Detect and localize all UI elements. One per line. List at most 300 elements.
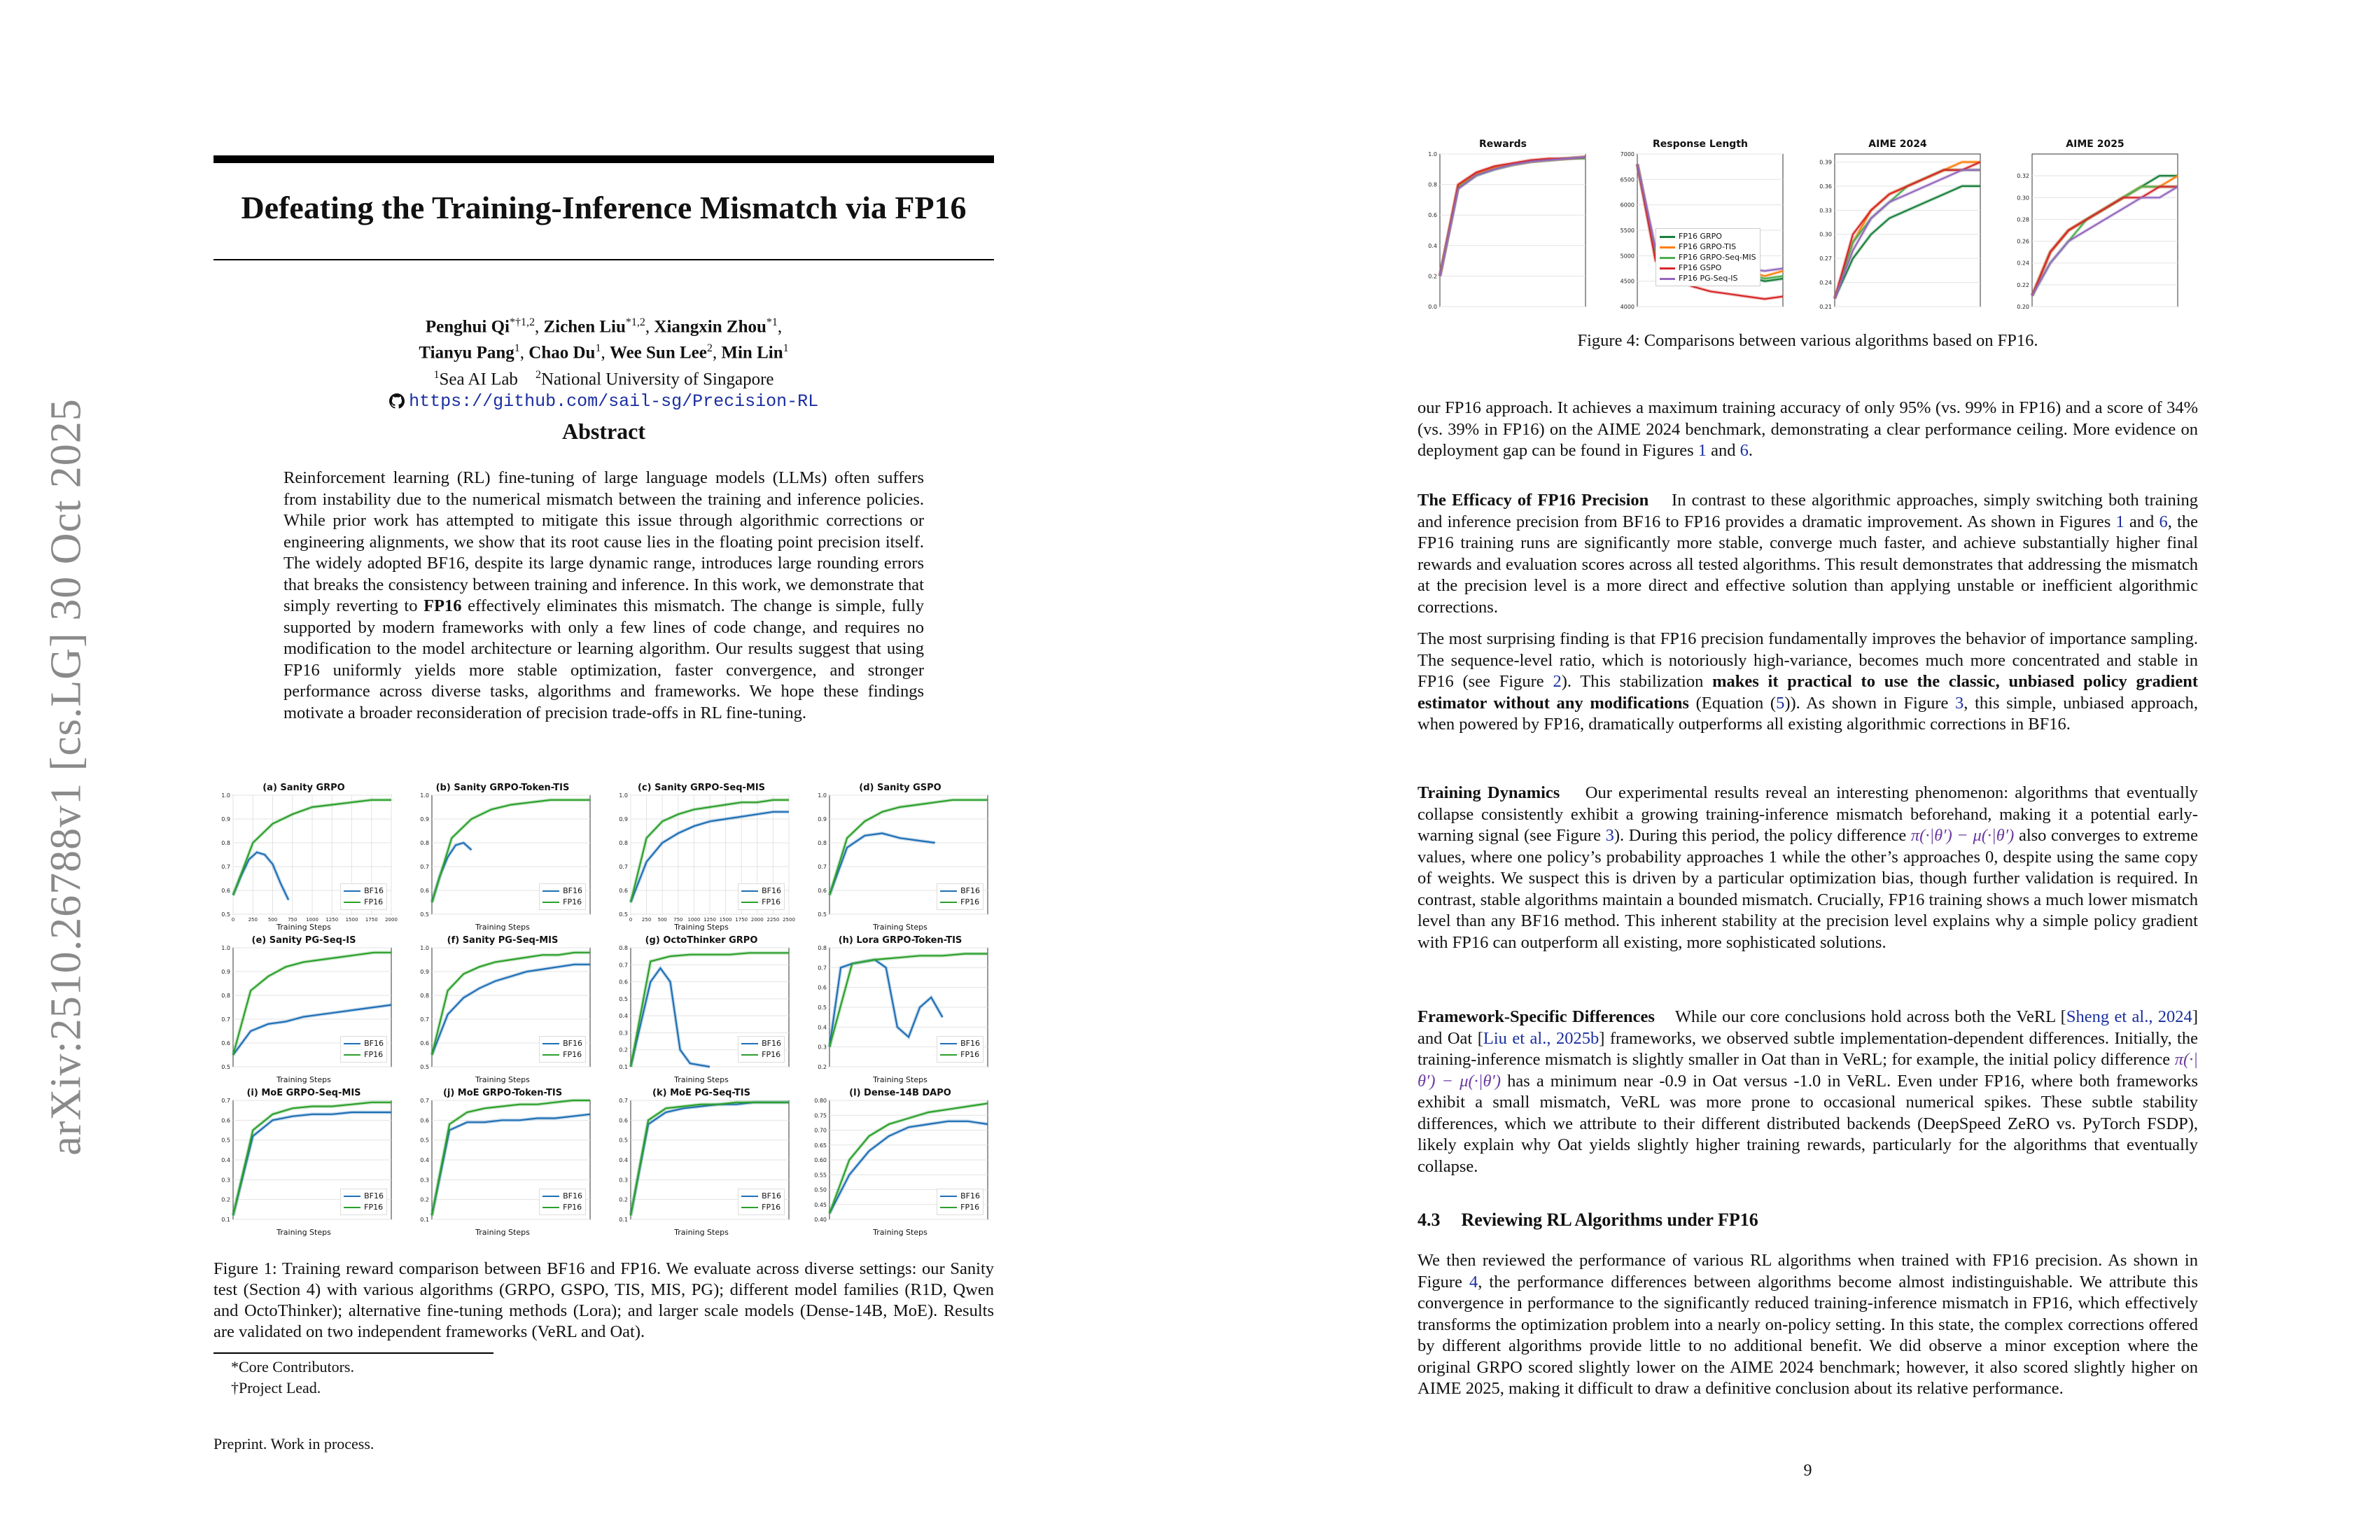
y-tick-label: 0.75 — [814, 1112, 827, 1119]
y-tick-label: 0.5 — [619, 911, 628, 918]
figure-1-panel — [412, 935, 593, 1084]
y-tick-label: 0.8 — [818, 945, 827, 951]
figure-1-panel — [611, 1088, 792, 1237]
y-tick-label: 0.9 — [420, 816, 429, 822]
y-tick-label: 0.6 — [221, 888, 230, 894]
legend-swatch — [1660, 278, 1675, 280]
panel-title: Response Length — [1653, 139, 1748, 150]
figure-4 — [1418, 139, 2198, 314]
title-rule-top — [214, 155, 994, 163]
y-tick-label: 0.7 — [619, 864, 628, 870]
y-tick-label: 0.7 — [619, 962, 628, 969]
panel-xlabel: Training Steps — [873, 1075, 927, 1084]
legend-label: BF16 — [563, 1039, 582, 1048]
legend-entry — [940, 886, 980, 897]
section-title: Reviewing RL Algorithms under FP16 — [1461, 1210, 1758, 1230]
x-tick-label: 2500 — [783, 917, 795, 923]
legend-entry — [344, 1202, 384, 1213]
y-tick-label: 0.3 — [619, 1030, 628, 1037]
text-run: (Equation ( — [1695, 693, 1777, 713]
y-tick-label: 5000 — [1620, 253, 1634, 260]
legend-entry — [940, 1191, 980, 1202]
chart-svg — [2010, 139, 2180, 314]
panel-legend — [738, 1189, 785, 1215]
para-surprising — [1418, 629, 2198, 736]
y-tick-label: 0.20 — [2017, 304, 2029, 310]
y-tick-label: 0.5 — [420, 911, 429, 918]
arxiv-id: arXiv:2510.26788v1 [cs.LG] 30 Oct 2025 — [42, 398, 90, 1156]
legend-entry — [741, 897, 781, 908]
y-tick-label: 0.8 — [221, 840, 230, 846]
panel-title: Rewards — [1479, 139, 1527, 150]
abstract-heading: Abstract — [561, 419, 646, 444]
y-tick-label: 0.6 — [818, 984, 827, 991]
text-run: , the performance differences between algorithms become almost indistinguishable. We attribute this convergence in performance to the significantly reduced training-inference mismatch in FP16, which effectively transforms the optimization problem into a nearly on-policy setting. In this state, the complex corrections offered by different algorithms provide little to no additional benefit. We did observe a minor exception where the original GRPO scored slightly lower on the AIME 2024 benchmark; however, it also scored slightly higher on AIME 2025, making it difficult to draw a definitive conclusion about its relative performance. — [1418, 1272, 2199, 1398]
y-tick-label: 0.55 — [814, 1172, 827, 1179]
y-tick-label: 0.6 — [619, 1117, 628, 1124]
legend-label: FP16 — [364, 1203, 384, 1212]
panel-title: (a) Sanity GRPO — [262, 783, 345, 793]
y-tick-label: 0.2 — [818, 1064, 827, 1070]
footnote-rule — [214, 1352, 493, 1354]
preprint-note: Preprint. Work in process. — [214, 1435, 374, 1452]
text-run: , the FP16 training runs are significantly more stable, converge much faster, and achieve substantially higher final rewards and evaluation scores across all tested algorithms. This result demonstrates that addressing the mismatch at the precision level is a more direct and effective solution than applying unstable or inefficient algorithmic corrections. — [1418, 512, 2199, 617]
author-sup: 1 — [783, 342, 789, 355]
x-tick-label: 2250 — [766, 917, 780, 923]
figure-1-panel — [412, 783, 593, 932]
legend-label: FP16 — [762, 897, 781, 906]
x-tick-label: 0 — [231, 917, 235, 923]
y-tick-label: 5500 — [1620, 227, 1634, 234]
y-tick-label: 0.2 — [619, 1196, 628, 1203]
y-tick-label: 1.0 — [619, 792, 628, 799]
y-tick-label: 0.3 — [619, 1177, 628, 1184]
github-line — [214, 390, 994, 412]
legend-entry — [741, 1038, 781, 1049]
figure-ref-link[interactable]: 3 — [1955, 693, 1964, 713]
legend-swatch — [344, 1043, 360, 1044]
x-tick-label: 1750 — [365, 917, 378, 923]
y-tick-label: 0.32 — [2017, 173, 2029, 180]
text-run: and — [1711, 441, 1736, 460]
y-tick-label: 0.7 — [619, 1098, 628, 1104]
y-tick-label: 0.6 — [221, 1040, 230, 1046]
panel-xlabel: Training Steps — [674, 1075, 729, 1084]
figure-4-panel — [2010, 139, 2180, 314]
y-tick-label: 0.80 — [814, 1098, 827, 1104]
y-tick-label: 1.0 — [1428, 151, 1437, 158]
figure-ref-link[interactable]: 3 — [1605, 826, 1614, 845]
figure-1-caption: Figure 1: Training reward comparison between BF16 and FP16. We evaluate across diverse settings: our Sanity test (Section 4) with various algorithms (GRPO, GSPO, TIS, MIS, PG); different model families (R1D, Qwen and OctoThinker); alternative fine-tuning methods (Lora); and larger scale models (Dense-14B, MoE). Results are validated on two independent frameworks (VeRL and Oat). — [214, 1259, 994, 1341]
author-sup: *1 — [766, 316, 778, 328]
x-tick-label: 250 — [641, 917, 652, 923]
panel-xlabel: Training Steps — [873, 923, 927, 932]
panel-title: (j) MoE GRPO-Token-TIS — [442, 1088, 563, 1098]
legend-swatch — [542, 1054, 559, 1056]
figure-ref-link[interactable]: 2 — [1553, 672, 1562, 691]
y-tick-label: 0.7 — [221, 864, 230, 870]
abstract-body — [284, 468, 924, 724]
x-tick-label: 2000 — [750, 917, 764, 923]
text-run: ). This stabilization — [1561, 672, 1704, 691]
y-tick-label: 0.2 — [420, 1196, 429, 1203]
affil-sup: 1 — [433, 368, 440, 381]
legend-entry — [344, 1038, 384, 1049]
y-tick-label: 1.0 — [420, 792, 429, 799]
text-run: While our core conclusions hold across both the VeRL [ — [1674, 1007, 2066, 1026]
author-sup: 1 — [514, 342, 520, 355]
legend-label: FP16 — [762, 1050, 781, 1059]
run-in-heading: Framework-Specific Differences — [1418, 1007, 1655, 1026]
para-deployment-gap: our FP16 approach. It achieves a maximum training accuracy of only 95% (vs. 99% in FP16) and a score of 34% (vs. 39% in FP16) on the AIME 2024 benchmark, demonstrating a clear performance ceiling. More evidence on deployment gap can be found in Figures 1 and 6. — [1418, 398, 2198, 460]
y-tick-label: 0.5 — [221, 1064, 230, 1070]
y-tick-label: 0.3 — [221, 1177, 230, 1184]
y-tick-label: 0.6 — [221, 1117, 230, 1124]
panel-xlabel: Training Steps — [475, 1075, 530, 1084]
panel-title: (d) Sanity GSPO — [859, 783, 941, 793]
affiliation-2: National University of Singapore — [540, 369, 774, 388]
legend-label: FP16 — [364, 1050, 384, 1059]
panel-legend — [539, 1189, 586, 1215]
author-sup: 2 — [706, 342, 713, 355]
chart-svg — [1812, 139, 1983, 314]
legend-entry — [741, 1191, 781, 1202]
legend-label: BF16 — [960, 886, 980, 895]
panel-title: AIME 2024 — [1868, 139, 1927, 150]
y-tick-label: 0.3 — [420, 1177, 429, 1184]
plot-frame — [1440, 154, 1586, 307]
y-tick-label: 0.40 — [814, 1217, 827, 1223]
legend-swatch — [1660, 257, 1675, 259]
author-sup: *†1,2 — [510, 316, 535, 328]
footnote-core: *Core Contributors. — [231, 1358, 354, 1376]
text-run: ] frameworks, we observed subtle implementation-dependent differences. Initially, the training-inference mismatch is slightly smaller in Oat than in VeRL; for example, the initial policy difference — [1418, 1028, 2198, 1069]
github-icon — [389, 391, 409, 410]
author-name: Wee Sun Lee — [609, 343, 707, 363]
panel-legend — [340, 1189, 387, 1215]
author-sup: 1 — [595, 342, 601, 355]
panel-title: AIME 2025 — [2066, 139, 2124, 150]
legend-entry — [542, 886, 582, 897]
abstract-bold: FP16 — [424, 596, 462, 615]
y-tick-label: 4500 — [1620, 278, 1634, 285]
author-name: Penghui Qi — [425, 317, 510, 337]
figure-ref-link[interactable]: 1 — [1698, 441, 1707, 460]
legend-label: BF16 — [762, 886, 781, 895]
text-run: our FP16 approach. It achieves a maximum training accuracy of only 95% (vs. 99% in FP16) and a score of 34% (vs. 39% in FP16) on the AIME 2024 benchmark, demonstrating a clear performance ceiling. More evidence on deployment gap can be found in Figures — [1418, 398, 2198, 460]
y-tick-label: 0.21 — [1819, 304, 1832, 310]
panel-title: (b) Sanity GRPO-Token-TIS — [435, 783, 570, 793]
author-name: Tianyu Pang — [419, 343, 514, 363]
legend-entry — [1660, 252, 1756, 262]
text-run: Our experimental results reveal an interesting phenomenon: algorithms that eventually collapse consistently exhibit a growing training-inference mismatch beforehand, making it a potential early-warning signal (see Figure — [1418, 783, 2199, 845]
legend-swatch — [1660, 236, 1675, 238]
y-tick-label: 1.0 — [221, 792, 230, 799]
panel-title: (k) MoE PG-Seq-TIS — [652, 1088, 750, 1098]
y-tick-label: 0.7 — [818, 965, 827, 972]
y-tick-label: 0.6 — [619, 979, 628, 986]
arxiv-stamp — [28, 398, 105, 1156]
y-tick-label: 0.6 — [1428, 212, 1437, 219]
legend-entry — [940, 897, 980, 908]
y-tick-label: 7000 — [1620, 151, 1634, 158]
y-tick-label: 0.50 — [814, 1186, 827, 1194]
chart-svg — [1418, 139, 1588, 314]
figure-ref-link[interactable]: 6 — [1740, 441, 1749, 460]
math-policy-difference: π(·|θ′) − μ(·|θ′) — [1910, 826, 2015, 845]
panel-title: (c) Sanity GRPO-Seq-MIS — [637, 783, 766, 793]
legend-entry — [542, 1049, 582, 1060]
legend-label: FP16 — [960, 1050, 980, 1059]
figure-ref-link[interactable]: 6 — [2159, 512, 2168, 531]
legend-swatch — [940, 1054, 957, 1056]
legend-label: BF16 — [762, 1191, 781, 1200]
y-tick-label: 0.1 — [619, 1064, 628, 1070]
legend-entry — [542, 1202, 582, 1213]
legend-entry — [940, 1038, 980, 1049]
text-run: also converges to extreme values, where one policy’s probability approaches 1 while the other’s approaches 0, despite using the same copy of weights. We suspect this is driven by a particular optimization bias, though further validation is required. In contrast, stable algorithms maintain a bounded mismatch. Crucially, FP16 training shows a much lower mismatch level than any BF16 method. This inherent stability at the precision level explains why a simple policy gradient with FP16 can outperform all existing, more sophisticated solutions. — [1418, 826, 2199, 952]
legend-label: FP16 — [364, 897, 384, 906]
y-tick-label: 0.7 — [420, 1098, 429, 1104]
panel-xlabel: Training Steps — [674, 1228, 729, 1237]
affiliations — [214, 364, 994, 390]
legend-swatch — [344, 902, 360, 903]
x-tick-label: 1500 — [345, 917, 358, 923]
y-tick-label: 6500 — [1620, 176, 1634, 183]
y-tick-label: 0.1 — [420, 1217, 429, 1223]
legend-entry — [940, 1202, 980, 1213]
legend-swatch — [940, 1196, 957, 1197]
y-tick-label: 0.9 — [221, 969, 230, 975]
panel-legend — [937, 1189, 983, 1215]
x-tick-label: 1750 — [735, 917, 748, 923]
legend-entry — [1660, 231, 1756, 241]
x-tick-label: 1000 — [306, 917, 318, 923]
legend-swatch — [1660, 246, 1675, 248]
equation-ref-link[interactable]: 5 — [1776, 693, 1785, 713]
text-run: In contrast to these algorithmic approaches, simply switching both training and inference precision from BF16 to FP16 provides a dramatic improvement. As shown in Figures — [1418, 491, 2199, 531]
author-line-2: Tianyu Pang$^1$, Chao Du$^1$, Wee Sun Lee$^2$, Min Lin$^1$ — [419, 342, 789, 363]
y-tick-label: 0.24 — [1819, 279, 1832, 286]
legend-label: FP16 — [563, 1203, 582, 1212]
panel-legend — [340, 1036, 387, 1063]
figure-1-panel — [214, 1088, 394, 1237]
legend-swatch — [741, 1196, 758, 1197]
y-tick-label: 0.30 — [1819, 231, 1832, 238]
legend-swatch — [542, 902, 559, 903]
panel-xlabel: Training Steps — [475, 923, 530, 932]
legend-swatch — [741, 890, 758, 892]
y-tick-label: 0.4 — [619, 1013, 628, 1020]
y-tick-label: 0.70 — [814, 1127, 827, 1134]
x-tick-label: 750 — [288, 917, 298, 923]
panel-xlabel: Training Steps — [276, 923, 331, 932]
y-tick-label: 0.8 — [221, 993, 230, 999]
legend-swatch — [940, 890, 957, 892]
figure-1-panel — [611, 935, 792, 1084]
x-tick-label: 250 — [248, 917, 258, 923]
author-name: Min Lin — [721, 343, 783, 363]
y-tick-label: 0.6 — [818, 888, 827, 894]
x-tick-label: 500 — [657, 917, 667, 923]
y-tick-label: 0.4 — [1428, 242, 1437, 249]
figure-1-panel — [214, 783, 398, 932]
x-tick-label: 1250 — [704, 917, 716, 923]
y-tick-label: 0.4 — [619, 1157, 628, 1163]
legend-entry — [1660, 262, 1756, 273]
panel-legend — [738, 883, 785, 910]
y-tick-label: 0.1 — [619, 1217, 628, 1223]
panel-legend — [340, 883, 387, 910]
author-name: Chao Du — [528, 343, 596, 363]
legend-label: FP16 — [563, 897, 582, 906]
title-rule-bottom — [214, 259, 994, 260]
figure-4-legend — [1656, 228, 1760, 286]
y-tick-label: 0.5 — [818, 911, 827, 918]
author-name: Xiangxin Zhou — [654, 317, 766, 337]
figure-1-panel — [810, 783, 990, 932]
y-tick-label: 0.36 — [1819, 183, 1832, 190]
y-tick-label: 0.7 — [420, 1016, 429, 1023]
affiliation-1: Sea AI Lab — [439, 369, 518, 388]
para-review — [1418, 1250, 2198, 1400]
y-tick-label: 1.0 — [818, 792, 827, 799]
figure-ref-link[interactable]: 4 — [1469, 1272, 1478, 1292]
legend-swatch — [940, 1207, 957, 1208]
figure-4-panel — [1418, 139, 1588, 314]
panel-xlabel: Training Steps — [276, 1075, 331, 1084]
y-tick-label: 0.33 — [1819, 207, 1832, 214]
x-tick-label: 1000 — [687, 917, 701, 923]
y-tick-label: 0.8 — [818, 840, 827, 846]
y-tick-label: 0.39 — [1819, 159, 1832, 166]
legend-entry — [1660, 273, 1756, 284]
panel-legend — [937, 883, 983, 910]
affil-sup: 2 — [535, 368, 541, 381]
figure-4-caption: Figure 4: Comparisons between various algorithms based on FP16. — [1577, 331, 2038, 350]
y-tick-label: 0.22 — [2017, 281, 2029, 288]
y-tick-label: 0.60 — [814, 1157, 827, 1163]
y-tick-label: 0.5 — [420, 1137, 429, 1144]
y-tick-label: 1.0 — [420, 945, 429, 951]
text-run: ). During this period, the policy difference — [1614, 826, 1907, 845]
legend-entry — [542, 897, 582, 908]
panel-title: (i) MoE GRPO-Seq-MIS — [246, 1088, 361, 1098]
run-in-heading: Training Dynamics — [1418, 783, 1560, 802]
legend-entry — [741, 1049, 781, 1060]
y-tick-label: 0.0 — [1428, 304, 1437, 310]
panel-title: (e) Sanity PG-Seq-IS — [251, 935, 356, 946]
figure-1-panel — [810, 935, 990, 1084]
y-tick-label: 0.9 — [221, 816, 230, 822]
y-tick-label: 0.24 — [2017, 260, 2029, 267]
section-number: 4.3 — [1418, 1210, 1441, 1230]
legend-label: FP16 PG-Seq-IS — [1679, 274, 1738, 283]
panel-title: (l) Dense-14B DAPO — [849, 1088, 951, 1098]
y-tick-label: 0.6 — [420, 1117, 429, 1124]
figure-1-panel — [611, 783, 795, 932]
page-number: 9 — [1803, 1462, 1812, 1480]
figure-ref-link[interactable]: 1 — [2115, 512, 2124, 531]
abstract-text: Reinforcement learning (RL) fine-tuning of large language models (LLMs) often suffers from instability due to the numerical mismatch between the training and inference policies. While prior work has attempted to mitigate this issue through algorithmic corrections or engineering alignments, we show that its root cause lies in the floating point precision itself. The widely adopted BF16, despite its large dynamic range, introduces large rounding errors that breaks the consistency between training and inference. In this work, we demonstrate that simply reverting to — [284, 468, 924, 615]
legend-entry — [344, 1191, 384, 1202]
legend-entry — [542, 1038, 582, 1049]
y-tick-label: 0.6 — [420, 1040, 429, 1046]
legend-label: BF16 — [364, 1191, 384, 1200]
panel-legend — [539, 883, 586, 910]
panel-legend — [539, 1036, 586, 1063]
math-policy-difference: π(·|θ′) − μ(·|θ′) — [1418, 1050, 2198, 1091]
legend-label: BF16 — [960, 1191, 980, 1200]
legend-swatch — [940, 902, 957, 903]
paper-title: Defeating the Training-Inference Mismatch via FP16 — [241, 190, 967, 225]
panel-legend — [738, 1036, 785, 1063]
text-run: We then reviewed the performance of various RL algorithms when trained with FP16 precision. As shown in Figure — [1418, 1251, 2198, 1292]
y-tick-label: 0.8 — [420, 840, 429, 846]
y-tick-label: 0.2 — [619, 1046, 628, 1054]
y-tick-label: 0.8 — [619, 945, 628, 951]
footnote-lead: †Project Lead. — [231, 1379, 321, 1396]
legend-label: BF16 — [960, 1039, 980, 1048]
abstract-text: effectively eliminates this mismatch. The change is simple, fully supported by modern frameworks with only a few lines of code change, and requires no modification to the model architecture or learning algorithm. Our results suggest that using FP16 uniformly yields more stable optimization, faster convergence, and stronger performance across diverse tasks, algorithms and frameworks. We hope these findings motivate a broader reconsideration of precision trade-offs in RL fine-tuning. — [284, 596, 924, 722]
panel-xlabel: Training Steps — [276, 1228, 331, 1237]
text-run: , this simple, unbiased approach, when powered by FP16, dramatically outperforms all existing algorithmic corrections in BF16. — [1418, 693, 2198, 734]
y-tick-label: 1.0 — [221, 945, 230, 951]
legend-swatch — [542, 1196, 559, 1197]
y-tick-label: 0.5 — [619, 1137, 628, 1144]
x-tick-label: 1250 — [326, 917, 339, 923]
y-tick-label: 0.45 — [814, 1201, 827, 1208]
legend-swatch — [344, 1054, 360, 1056]
figure-1 — [214, 783, 994, 1245]
footnotes — [231, 1357, 354, 1399]
legend-label: FP16 — [762, 1203, 781, 1212]
y-tick-label: 0.6 — [420, 888, 429, 894]
x-tick-label: 750 — [673, 917, 683, 923]
chart-svg — [1615, 139, 1786, 314]
figure-1-panel — [412, 1088, 593, 1237]
github-link[interactable]: https://github.com/sail-sg/Precision-RL — [409, 391, 819, 412]
legend-swatch — [1660, 267, 1675, 270]
y-tick-label: 0.4 — [818, 1024, 827, 1031]
citation-link[interactable]: Sheng et al., 2024 — [2066, 1007, 2192, 1026]
legend-label: BF16 — [563, 886, 582, 895]
legend-label: FP16 — [563, 1050, 582, 1059]
legend-swatch — [344, 1207, 360, 1208]
y-tick-label: 0.26 — [2017, 238, 2029, 245]
legend-label: FP16 GRPO-TIS — [1679, 242, 1737, 251]
author-sup: *1,2 — [625, 316, 645, 328]
legend-label: BF16 — [364, 1039, 384, 1048]
legend-swatch — [741, 1054, 758, 1056]
legend-swatch — [741, 902, 758, 903]
text-run: The most surprising finding is that FP16 precision fundamentally improves the behavior of importance sampling. The sequence-level ratio, which is notoriously high-variance, becomes much more concentrated and stable in FP16 (see Figure — [1418, 629, 2198, 691]
text-run: ] and Oat [ — [1418, 1007, 2198, 1048]
y-tick-label: 0.2 — [1428, 273, 1437, 280]
panel-xlabel: Training Steps — [873, 1228, 927, 1237]
text-run: and — [2129, 512, 2155, 531]
legend-label: FP16 GRPO-Seq-MIS — [1679, 253, 1756, 262]
y-tick-label: 0.5 — [221, 1137, 230, 1144]
panel-legend — [937, 1036, 983, 1063]
y-tick-label: 0.7 — [420, 864, 429, 870]
legend-swatch — [940, 1043, 957, 1044]
y-tick-label: 0.7 — [818, 864, 827, 870]
text-run: )). As shown in Figure — [1784, 693, 1949, 713]
legend-entry — [542, 1191, 582, 1202]
citation-link[interactable]: Liu et al., 2025b — [1483, 1028, 1600, 1048]
y-tick-label: 0.8 — [619, 840, 628, 846]
